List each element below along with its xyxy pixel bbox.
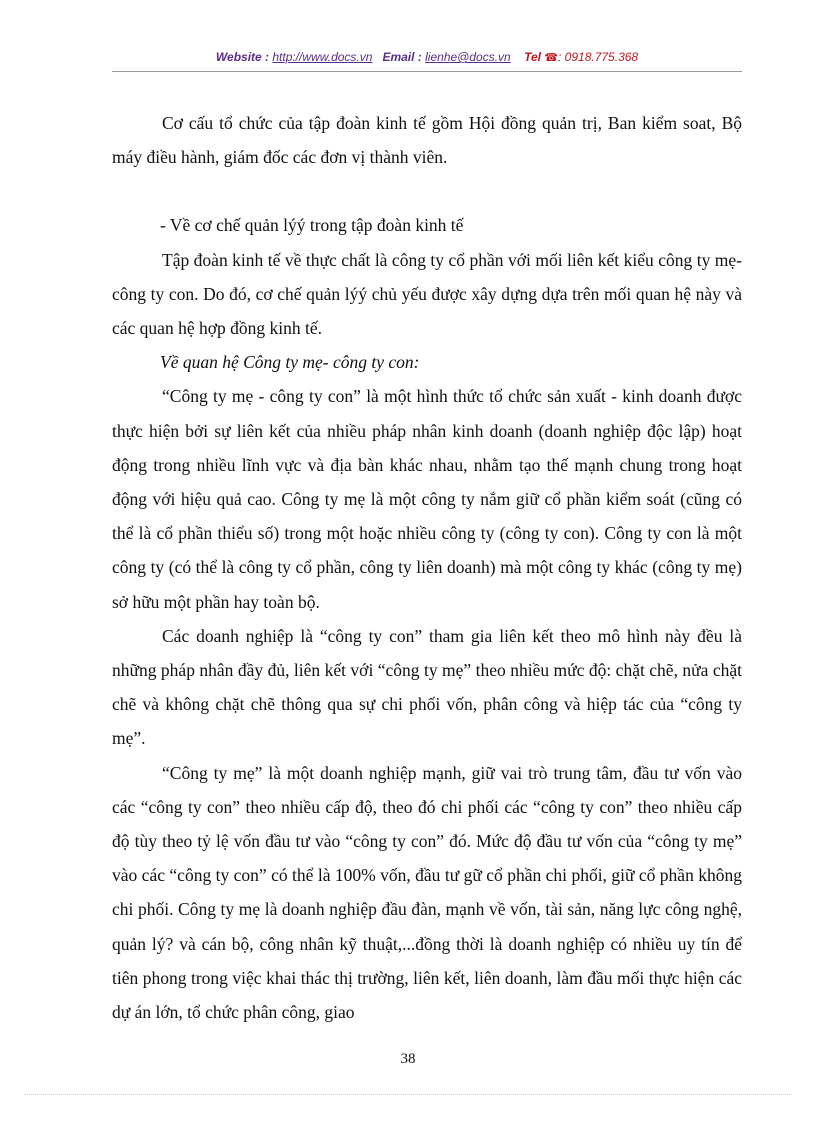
page-header <box>112 50 742 64</box>
subheading-parent-subsidiary: Về quan hệ Công ty mẹ- công ty con: <box>160 352 420 373</box>
paragraph-management: Tập đoàn kinh tế về thực chất là công ty cổ phần với mối liên kết kiểu công ty mẹ-công ty con. Do đó, cơ chế quản lýý chủ yếu được xây dựng dựa trên mối quan hệ này và các quan hệ hợp đồng kinh tế. <box>112 249 742 339</box>
paragraph-structure: Cơ cấu tổ chức của tập đoàn kinh tế gồm Hội đồng quản trị, Ban kiểm soat, Bộ máy điều hành, giám đốc các đơn vị thành viên. <box>112 113 742 168</box>
paragraph-definition: “Công ty mẹ - công ty con” là một hình thức tổ chức sản xuất - kinh doanh được thực hiện bởi sự liên kết của nhiều pháp nhân kinh doanh (doanh nghiệp độc lập) hoạt động trong nhiều lĩnh vực và địa bàn khác nhau, nhằm tạo thế mạnh chung trong hoạt động với hiệu quả cao. Công ty mẹ là một công ty nắm giữ cổ phần kiểm soát (cũng có thể là cổ phần thiểu số) trong một hoặc nhiều công ty (công ty con). Công ty con là một công ty (có thể là công ty cổ phần, công ty liên doanh) mà một công ty khác (công ty mẹ) sở hữu một phần hay toàn bộ. <box>112 386 742 612</box>
website-link[interactable]: http://www.docs.vn <box>272 50 373 64</box>
footer-divider <box>24 1094 792 1095</box>
page-number: 38 <box>400 1051 416 1067</box>
email-label: Email : <box>382 50 422 64</box>
email-link[interactable]: lienhe@docs.vn <box>425 50 511 64</box>
paragraph-parent-company: “Công ty mẹ” là một doanh nghiệp mạnh, giữ vai trò trung tâm, đầu tư vốn vào các “công ty con” theo nhiều cấp độ, theo đó chi phối các “công ty con” theo nhiều cấp độ tùy theo tỷ lệ vốn đầu tư vào “công ty con” đó. Mức độ đầu tư vốn của “công ty mẹ” vào các “công ty con” có thể là 100% vốn, đầu tư gữ cổ phần chi phối, giữ cổ phần không chi phối. Công ty mẹ là doanh nghiệp đầu đàn, mạnh về vốn, tài sản, năng lực công nghệ, quản lý? và cán bộ, công nhân kỹ thuật,...đồng thời là doanh nghiệp có nhiều uy tín để tiên phong trong việc khai thác thị trường, liên kết, liên doanh, làm đầu mối thực hiện các dự án lớn, tổ chức phân công, giao <box>112 762 742 1023</box>
paragraph-gap <box>112 174 742 208</box>
tel-label: Tel <box>524 50 541 64</box>
phone-number: : 0918.775.368 <box>558 50 639 64</box>
header-divider <box>112 71 742 72</box>
section-heading-management: - Về cơ chế quản lýý trong tập đoàn kinh tế <box>160 215 464 236</box>
paragraph-subsidiaries: Các doanh nghiệp là “công ty con” tham gia liên kết theo mô hình này đều là những pháp nhân đầy đủ, liên kết với “công ty mẹ” theo nhiều mức độ: chặt chẽ, nửa chặt chẽ và không chặt chẽ thông qua sự chi phối vốn, phân công và hiệp tác của “công ty mẹ”. <box>112 625 742 749</box>
document-body <box>112 106 742 1029</box>
website-label: Website : <box>215 50 270 64</box>
telephone-icon: ☎ <box>544 52 559 64</box>
